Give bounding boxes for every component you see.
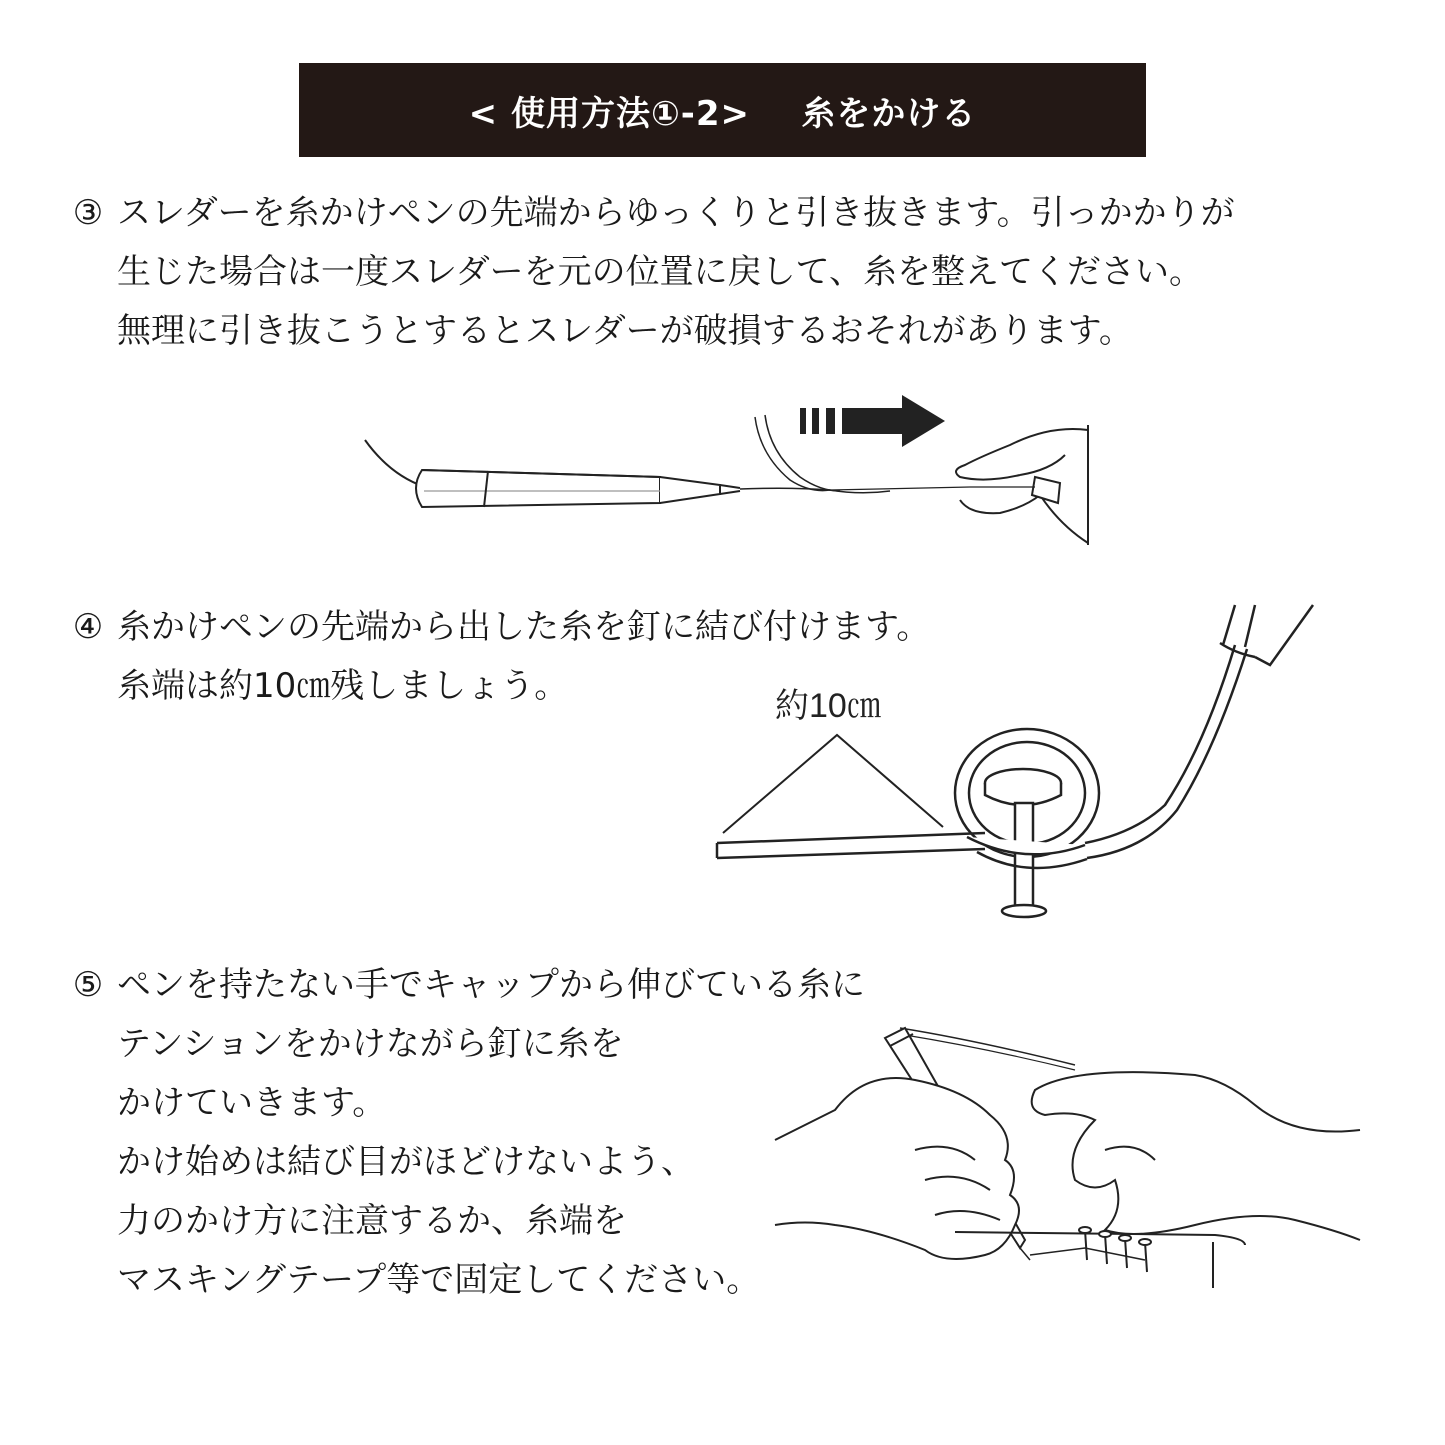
step-line: 糸端は約10㎝残しましょう。 [117,666,569,706]
step-line: 糸かけペンの先端から出した糸を釘に結び付けます。 [117,607,931,647]
step-number: ④ [72,607,104,647]
knot-nail-illustration [715,605,1315,925]
step-line: テンションをかけながら釘に糸を [117,1024,624,1064]
step-line: ペンを持たない手でキャップから伸びている糸に [117,965,865,1005]
step-line: 力のかけ方に注意するか、糸端を [117,1201,627,1241]
step-number: ⑤ [72,965,104,1005]
step-line: かけ始めは結び目がほどけないよう、 [117,1142,695,1182]
step-line: 無理に引き抜こうとするとスレダーが破損するおそれがあります。 [117,311,1133,351]
measure-label: 約10㎝ [775,687,881,725]
step-line: スレダーを糸かけペンの先端からゆっくりと引き抜きます。引っかかりが [117,193,1235,233]
step-line: かけていきます。 [117,1083,387,1123]
step-line: 生じた場合は一度スレダーを元の位置に戻して、糸を整えてください。 [117,252,1203,292]
step-number: ③ [72,193,104,233]
header-bar [299,63,1146,157]
page-title: < 使用方法①-2> 糸をかける [468,93,977,134]
step-line: マスキングテープ等で固定してください。 [117,1260,761,1300]
hands-threading-illustration [775,1020,1360,1290]
threader-pull-illustration [360,395,1100,555]
step-text [117,956,865,1310]
step-text [117,184,1235,361]
